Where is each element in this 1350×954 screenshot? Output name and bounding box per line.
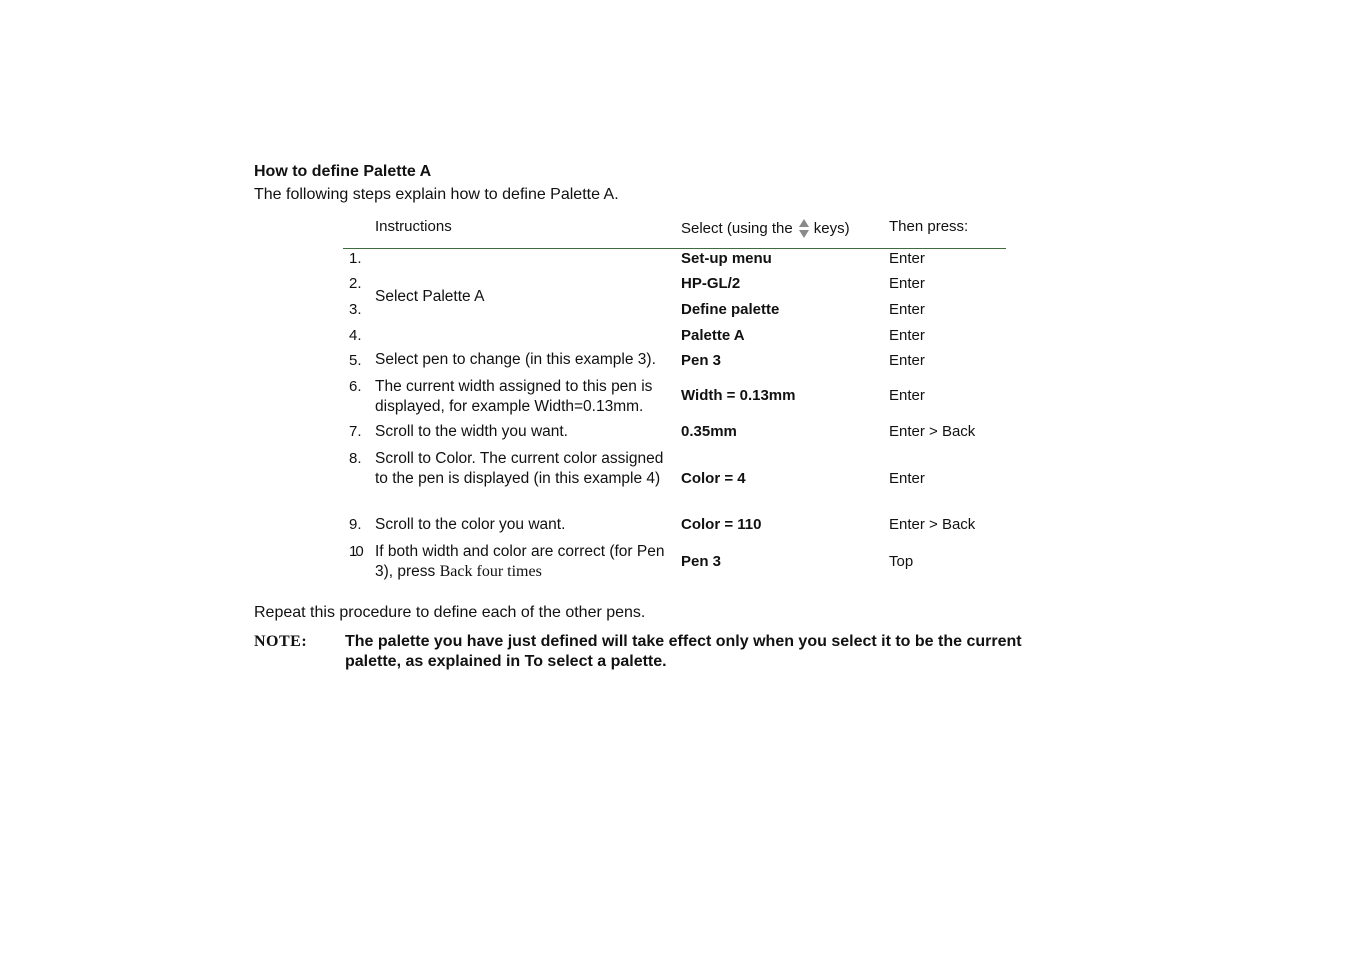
header-select <box>681 219 850 238</box>
section-title: How to define Palette A <box>254 163 432 180</box>
row-select: Pen 3 <box>681 553 722 570</box>
row-press: Enter <box>889 250 925 267</box>
group-instruction: Select Palette A <box>375 288 485 305</box>
header-press: Then press: <box>889 218 969 235</box>
row-select: Color = 4 <box>681 470 746 487</box>
row-number: 6. <box>349 378 362 395</box>
row-number: 3. <box>349 301 362 318</box>
header-instructions: Instructions <box>375 218 452 235</box>
row-number: 9. <box>349 516 362 533</box>
row-press: Enter <box>889 327 925 344</box>
row-select: Palette A <box>681 327 745 344</box>
row-select: Pen 3 <box>681 352 722 369</box>
row-number: 2. <box>349 275 362 292</box>
row-select: Set-up menu <box>681 250 772 267</box>
row-number: 4. <box>349 327 362 344</box>
row-instruction-emphasis: Back four times <box>439 563 542 580</box>
row-number: 8. <box>349 450 362 467</box>
row-press: Enter <box>889 470 925 487</box>
row-select: Color = 110 <box>681 516 762 533</box>
up-down-arrow-icon <box>799 219 809 238</box>
header-select-suffix: keys) <box>813 220 850 237</box>
row-instruction: Scroll to Color. The current color assigned to the pen is displayed (in this example 4) <box>375 450 664 487</box>
row-press: Enter > Back <box>889 516 976 533</box>
row-select: Width = 0.13mm <box>681 387 796 404</box>
row-press: Enter <box>889 352 925 369</box>
row-press: Top <box>889 553 914 570</box>
row-select: 0.35mm <box>681 423 737 440</box>
row-instruction: Scroll to the color you want. <box>375 516 566 533</box>
row-press: Enter <box>889 275 925 292</box>
row-select: Define palette <box>681 301 780 318</box>
row-instruction: The current width assigned to this pen is displayed, for example Width=0.13mm. <box>375 378 653 415</box>
row-instruction: Scroll to the width you want. <box>375 423 568 440</box>
note-text: The palette you have just defined will take effect only when you select it to be the current palette, as explained in To select a palette. <box>345 633 1022 670</box>
row-press: Enter > Back <box>889 423 976 440</box>
row-instruction <box>375 542 665 582</box>
row-select: HP-GL/2 <box>681 275 741 292</box>
row-number: 5. <box>349 352 362 369</box>
row-press: Enter <box>889 301 925 318</box>
row-number: 10 <box>349 543 362 560</box>
section-intro: The following steps explain how to define Palette A. <box>254 186 619 203</box>
row-number: 7. <box>349 423 362 440</box>
row-number: 1. <box>349 250 362 267</box>
header-select-prefix: Select (using the <box>681 220 793 237</box>
repeat-note: Repeat this procedure to define each of the other pens. <box>254 604 646 621</box>
row-instruction-text: If both width and color are correct (for Pen 3), press <box>375 543 665 580</box>
row-press: Enter <box>889 387 925 404</box>
note-label: NOTE: <box>254 633 308 650</box>
row-instruction: Select pen to change (in this example 3). <box>375 351 656 368</box>
header-rule <box>343 248 1006 249</box>
